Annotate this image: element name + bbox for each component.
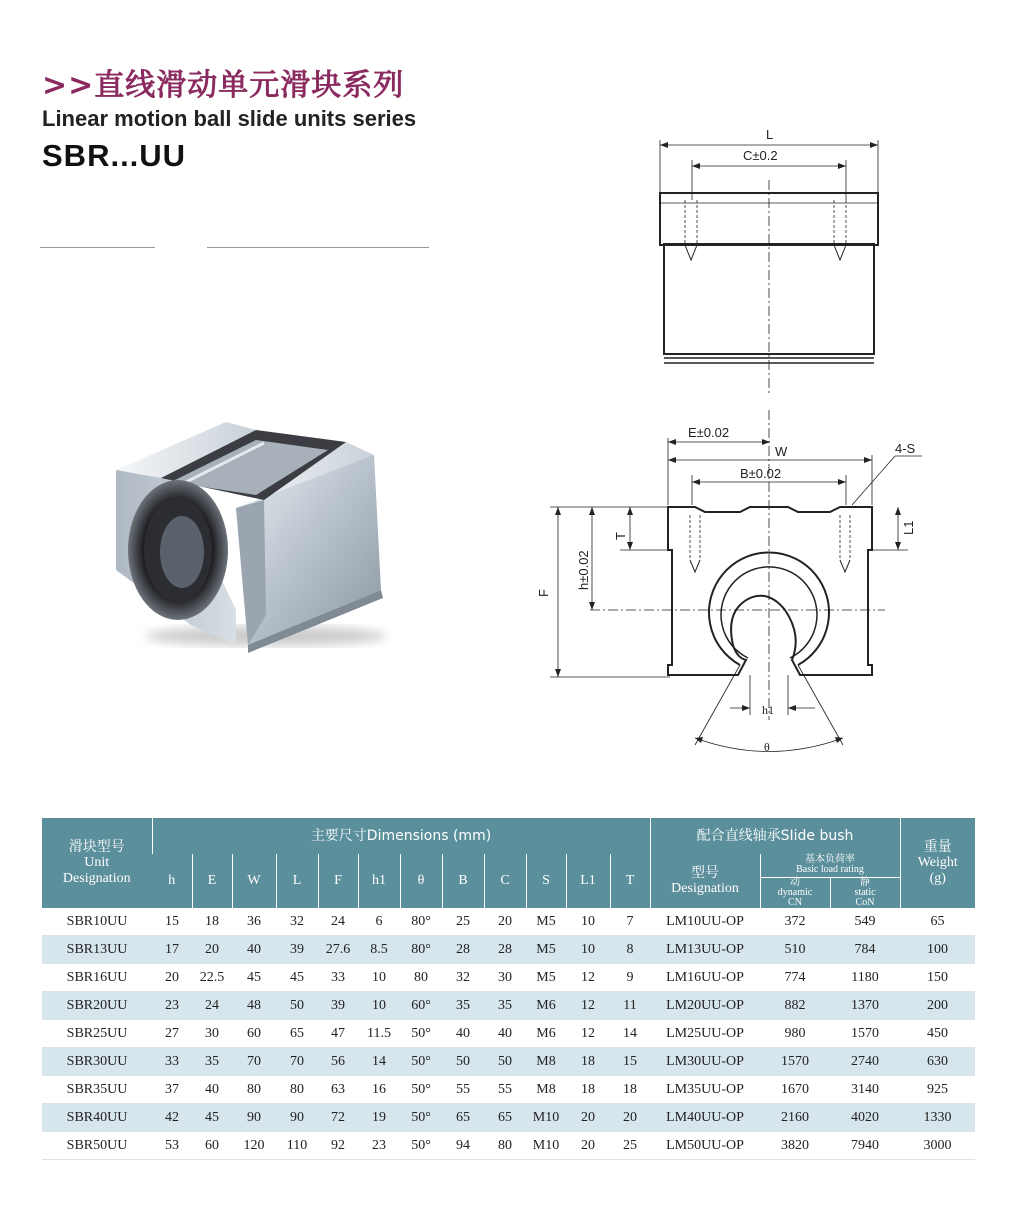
table-cell: LM30UU-OP — [650, 1048, 760, 1076]
table-cell: 92 — [318, 1132, 358, 1160]
table-cell: 55 — [484, 1076, 526, 1104]
table-cell: 50 — [484, 1048, 526, 1076]
col-W: W — [232, 854, 276, 908]
dim-theta: θ — [764, 740, 770, 754]
table-cell: 50° — [400, 1020, 442, 1048]
table-cell: 23 — [152, 992, 192, 1020]
table-cell: 70 — [276, 1048, 318, 1076]
table-row — [42, 1104, 975, 1132]
table-cell: 63 — [318, 1076, 358, 1104]
table-cell: 882 — [760, 992, 830, 1020]
table-cell: SBR20UU — [42, 992, 152, 1020]
table-cell: 7 — [610, 908, 650, 936]
dim-L1: L1 — [901, 520, 916, 535]
table-cell: 80 — [484, 1132, 526, 1160]
table-row — [42, 1048, 975, 1076]
dim-F: F — [536, 589, 551, 597]
col-h1: h1 — [358, 854, 400, 908]
table-cell: 80 — [400, 964, 442, 992]
table-cell: 450 — [900, 1020, 975, 1048]
table-cell: 39 — [276, 936, 318, 964]
table-cell: 20 — [566, 1132, 610, 1160]
table-cell: 80 — [232, 1076, 276, 1104]
table-row — [42, 936, 975, 964]
table-cell: M5 — [526, 908, 566, 936]
col-B: B — [442, 854, 484, 908]
table-cell: 48 — [232, 992, 276, 1020]
table-cell: 40 — [484, 1020, 526, 1048]
table-cell: 50 — [442, 1048, 484, 1076]
table-cell: 56 — [318, 1048, 358, 1076]
table-cell: 45 — [232, 964, 276, 992]
table-row — [42, 1132, 975, 1160]
dim-B: B±0.02 — [740, 466, 782, 481]
table-cell: 19 — [358, 1104, 400, 1132]
dimensions-header: 主要尺寸Dimensions (mm) — [152, 818, 650, 854]
table-cell: 2160 — [760, 1104, 830, 1132]
table-cell: 6 — [358, 908, 400, 936]
table-cell: 50 — [276, 992, 318, 1020]
table-cell: M6 — [526, 1020, 566, 1048]
bush-designation-header: 型号 Designation — [650, 854, 760, 908]
specification-rows — [42, 908, 975, 1160]
load-rating-header: 基本负荷率 Basic load rating 动 dynamic CN 静 static CoN — [760, 854, 900, 908]
dim-h1: h1 — [762, 703, 774, 717]
table-cell: 20 — [566, 1104, 610, 1132]
table-cell: 925 — [900, 1076, 975, 1104]
table-cell: 53 — [152, 1132, 192, 1160]
table-cell: 28 — [484, 936, 526, 964]
table-cell: LM35UU-OP — [650, 1076, 760, 1104]
table-cell: SBR25UU — [42, 1020, 152, 1048]
static-header: 静 static CoN — [854, 876, 876, 908]
table-cell: 37 — [152, 1076, 192, 1104]
top-view — [660, 127, 878, 395]
table-cell: 32 — [442, 964, 484, 992]
table-row — [42, 1076, 975, 1104]
table-cell: 35 — [484, 992, 526, 1020]
table-cell: 50° — [400, 1132, 442, 1160]
table-cell: 40 — [232, 936, 276, 964]
col-C: C — [484, 854, 526, 908]
table-cell: 110 — [276, 1132, 318, 1160]
table-cell: SBR35UU — [42, 1076, 152, 1104]
table-row — [42, 964, 975, 992]
dim-h: h±0.02 — [576, 550, 591, 590]
table-cell: 372 — [760, 908, 830, 936]
table-cell: 45 — [192, 1104, 232, 1132]
col-F: F — [318, 854, 358, 908]
table-cell: 8.5 — [358, 936, 400, 964]
table-cell: 784 — [830, 936, 900, 964]
table-cell: 25 — [610, 1132, 650, 1160]
table-cell: 774 — [760, 964, 830, 992]
table-cell: 70 — [232, 1048, 276, 1076]
table-cell: 24 — [192, 992, 232, 1020]
table-cell: 1670 — [760, 1076, 830, 1104]
table-cell: 18 — [566, 1048, 610, 1076]
col-L: L — [276, 854, 318, 908]
table-cell: 12 — [566, 992, 610, 1020]
table-cell: 35 — [192, 1048, 232, 1076]
table-cell: LM16UU-OP — [650, 964, 760, 992]
table-cell: 35 — [442, 992, 484, 1020]
table-cell: M5 — [526, 936, 566, 964]
title-chinese: >>直线滑动单元滑块系列 — [42, 68, 405, 103]
table-cell: SBR10UU — [42, 908, 152, 936]
table-cell: LM50UU-OP — [650, 1132, 760, 1160]
table-cell: 18 — [610, 1076, 650, 1104]
table-cell: 10 — [358, 964, 400, 992]
table-cell: 23 — [358, 1132, 400, 1160]
table-cell: 14 — [358, 1048, 400, 1076]
table-cell: 120 — [232, 1132, 276, 1160]
table-cell: 10 — [566, 936, 610, 964]
divider-right — [207, 247, 429, 248]
unit-designation-header: 滑块型号 Unit Designation — [42, 818, 152, 908]
table-cell: 30 — [484, 964, 526, 992]
table-cell: 94 — [442, 1132, 484, 1160]
table-cell: 22.5 — [192, 964, 232, 992]
table-cell: 1370 — [830, 992, 900, 1020]
table-cell: LM10UU-OP — [650, 908, 760, 936]
table-cell: LM40UU-OP — [650, 1104, 760, 1132]
table-cell: 1330 — [900, 1104, 975, 1132]
table-cell: 65 — [276, 1020, 318, 1048]
table-cell: 50° — [400, 1104, 442, 1132]
table-row — [42, 908, 975, 936]
table-cell: 11 — [610, 992, 650, 1020]
table-row — [42, 992, 975, 1020]
table-cell: 33 — [152, 1048, 192, 1076]
table-cell: SBR13UU — [42, 936, 152, 964]
slide-bush-header: 配合直线轴承SIide bush — [650, 818, 900, 854]
table-cell: 65 — [442, 1104, 484, 1132]
table-cell: 8 — [610, 936, 650, 964]
table-cell: 9 — [610, 964, 650, 992]
table-cell: 10 — [358, 992, 400, 1020]
table-cell: 549 — [830, 908, 900, 936]
table-cell: 150 — [900, 964, 975, 992]
table-cell: 80° — [400, 908, 442, 936]
table-cell: 72 — [318, 1104, 358, 1132]
table-cell: 15 — [610, 1048, 650, 1076]
table-cell: 18 — [566, 1076, 610, 1104]
table-cell: 36 — [232, 908, 276, 936]
table-cell: 28 — [442, 936, 484, 964]
dim-E: E±0.02 — [688, 425, 730, 440]
col-L1: L1 — [566, 854, 610, 908]
table-cell: 4020 — [830, 1104, 900, 1132]
table-cell: 32 — [276, 908, 318, 936]
table-cell: LM13UU-OP — [650, 936, 760, 964]
table-cell: M6 — [526, 992, 566, 1020]
weight-header: 重量 Weight (g) — [900, 818, 975, 908]
table-cell: 65 — [900, 908, 975, 936]
dim-L: L — [766, 127, 774, 142]
table-cell: 7940 — [830, 1132, 900, 1160]
table-cell: 60 — [232, 1020, 276, 1048]
table-cell: 3000 — [900, 1132, 975, 1160]
table-cell: 60 — [192, 1132, 232, 1160]
table-cell: M8 — [526, 1076, 566, 1104]
table-cell: 15 — [152, 908, 192, 936]
dim-T: T — [613, 532, 628, 540]
table-cell: 90 — [276, 1104, 318, 1132]
table-cell: 90 — [232, 1104, 276, 1132]
table-cell: 12 — [566, 1020, 610, 1048]
dim-W: W — [775, 444, 788, 459]
model-series: SBR...UU — [42, 138, 187, 173]
table-cell: 40 — [192, 1076, 232, 1104]
table-cell: 100 — [900, 936, 975, 964]
table-cell: 1570 — [830, 1020, 900, 1048]
table-cell: 27 — [152, 1020, 192, 1048]
specification-table — [42, 818, 975, 1160]
dynamic-header: 动 dynamic CN — [761, 878, 831, 908]
table-cell: 10 — [566, 908, 610, 936]
table-cell: 200 — [900, 992, 975, 1020]
col-E: E — [192, 854, 232, 908]
table-cell: 50° — [400, 1048, 442, 1076]
title-english: Linear motion ball slide units series — [42, 106, 417, 131]
table-cell: 2740 — [830, 1048, 900, 1076]
table-cell: SBR50UU — [42, 1132, 152, 1160]
table-cell: 11.5 — [358, 1020, 400, 1048]
dim-4S: 4-S — [895, 441, 916, 456]
table-cell: 33 — [318, 964, 358, 992]
table-cell: 25 — [442, 908, 484, 936]
table-cell: 14 — [610, 1020, 650, 1048]
table-cell: 20 — [192, 936, 232, 964]
table-cell: SBR30UU — [42, 1048, 152, 1076]
table-cell: 80° — [400, 936, 442, 964]
table-cell: 3140 — [830, 1076, 900, 1104]
table-cell: 3820 — [760, 1132, 830, 1160]
col-theta: θ — [400, 854, 442, 908]
table-cell: M5 — [526, 964, 566, 992]
col-h: h — [152, 854, 192, 908]
table-cell: 20 — [484, 908, 526, 936]
table-cell: SBR16UU — [42, 964, 152, 992]
table-cell: 1570 — [760, 1048, 830, 1076]
table-cell: 55 — [442, 1076, 484, 1104]
table-row — [42, 1020, 975, 1048]
table-cell: 12 — [566, 964, 610, 992]
table-cell: 65 — [484, 1104, 526, 1132]
table-cell: 42 — [152, 1104, 192, 1132]
table-cell: 510 — [760, 936, 830, 964]
col-S: S — [526, 854, 566, 908]
table-cell: 980 — [760, 1020, 830, 1048]
col-T: T — [610, 854, 650, 908]
front-view — [536, 410, 922, 754]
table-cell: 16 — [358, 1076, 400, 1104]
technical-drawing — [530, 120, 950, 780]
divider-left — [40, 247, 155, 248]
table-cell: 27.6 — [318, 936, 358, 964]
table-cell: 47 — [318, 1020, 358, 1048]
table-cell: 80 — [276, 1076, 318, 1104]
table-cell: 18 — [192, 908, 232, 936]
table-cell: 630 — [900, 1048, 975, 1076]
table-cell: M10 — [526, 1132, 566, 1160]
table-cell: 20 — [610, 1104, 650, 1132]
table-cell: 60° — [400, 992, 442, 1020]
table-cell: 24 — [318, 908, 358, 936]
table-cell: LM25UU-OP — [650, 1020, 760, 1048]
dim-C: C±0.2 — [743, 148, 778, 163]
table-cell: 17 — [152, 936, 192, 964]
table-cell: 40 — [442, 1020, 484, 1048]
table-cell: LM20UU-OP — [650, 992, 760, 1020]
table-cell: 20 — [152, 964, 192, 992]
table-cell: 1180 — [830, 964, 900, 992]
table-cell: 39 — [318, 992, 358, 1020]
table-cell: 45 — [276, 964, 318, 992]
table-cell: 50° — [400, 1076, 442, 1104]
product-photo — [96, 400, 396, 655]
table-cell: M8 — [526, 1048, 566, 1076]
table-cell: 30 — [192, 1020, 232, 1048]
table-cell: SBR40UU — [42, 1104, 152, 1132]
table-cell: M10 — [526, 1104, 566, 1132]
